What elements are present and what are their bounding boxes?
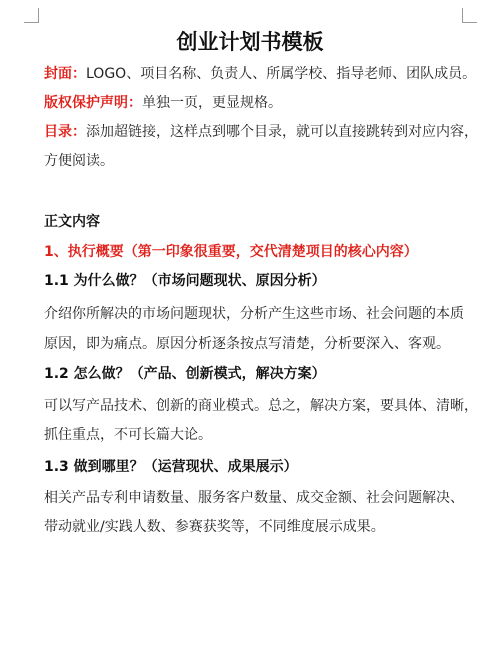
section-1-3-text-1: 相关产品专利申请数量、服务客户数量、成交金额、社会问题解决、 bbox=[44, 490, 464, 506]
toc-sep: ： bbox=[72, 124, 86, 140]
section-1-1-text-1: 介绍你所解决的市场问题现状，分析产生这些市场、社会问题的本质 bbox=[44, 306, 464, 322]
cover-text: LOGO、项目名称、负责人、所属学校、指导老师、团队成员。 bbox=[86, 66, 477, 82]
cover-line bbox=[44, 64, 476, 84]
section-1-1-heading: 1.1 为什么做？（市场问题现状、原因分析） bbox=[44, 273, 326, 289]
cover-label: 封面 bbox=[44, 66, 72, 82]
section-1-2-heading: 1.2 怎么做？（产品、创新模式，解决方案） bbox=[44, 366, 326, 382]
cover-sep: ： bbox=[72, 66, 86, 82]
copyright-text: 单独一页，更显规格。 bbox=[142, 95, 282, 111]
toc-text-1: 添加超链接，这样点到哪个目录，就可以直接跳转到对应内容， bbox=[86, 124, 478, 140]
body-heading: 正文内容 bbox=[44, 214, 100, 230]
section-1-2-text-1: 可以写产品技术、创新的商业模式。总之，解决方案，要具体、清晰， bbox=[44, 398, 478, 414]
document-title: 创业计划书模板 bbox=[176, 30, 324, 54]
copyright-sep: ： bbox=[128, 95, 142, 111]
section-1-3-heading: 1.3 做到哪里？（运营现状、成果展示） bbox=[44, 459, 298, 475]
section-1-3-text-2: 带动就业/实践人数、参赛获奖等，不同维度展示成果。 bbox=[44, 519, 385, 535]
copyright-label: 版权保护声明 bbox=[44, 95, 128, 111]
page-corner-mark-left bbox=[24, 8, 39, 23]
section-1-heading: 1、执行概要（第一印象很重要，交代清楚项目的核心内容） bbox=[44, 244, 418, 260]
toc-label: 目录 bbox=[44, 124, 72, 140]
page-corner-mark-right bbox=[462, 8, 477, 23]
copyright-line bbox=[44, 93, 282, 113]
section-1-1-text-2: 原因，即为痛点。原因分析逐条按点写清楚，分析要深入、客观。 bbox=[44, 336, 450, 352]
toc-line bbox=[44, 122, 478, 142]
toc-text-2: 方便阅读。 bbox=[44, 153, 114, 169]
section-1-2-text-2: 抓住重点，不可长篇大论。 bbox=[44, 427, 212, 443]
